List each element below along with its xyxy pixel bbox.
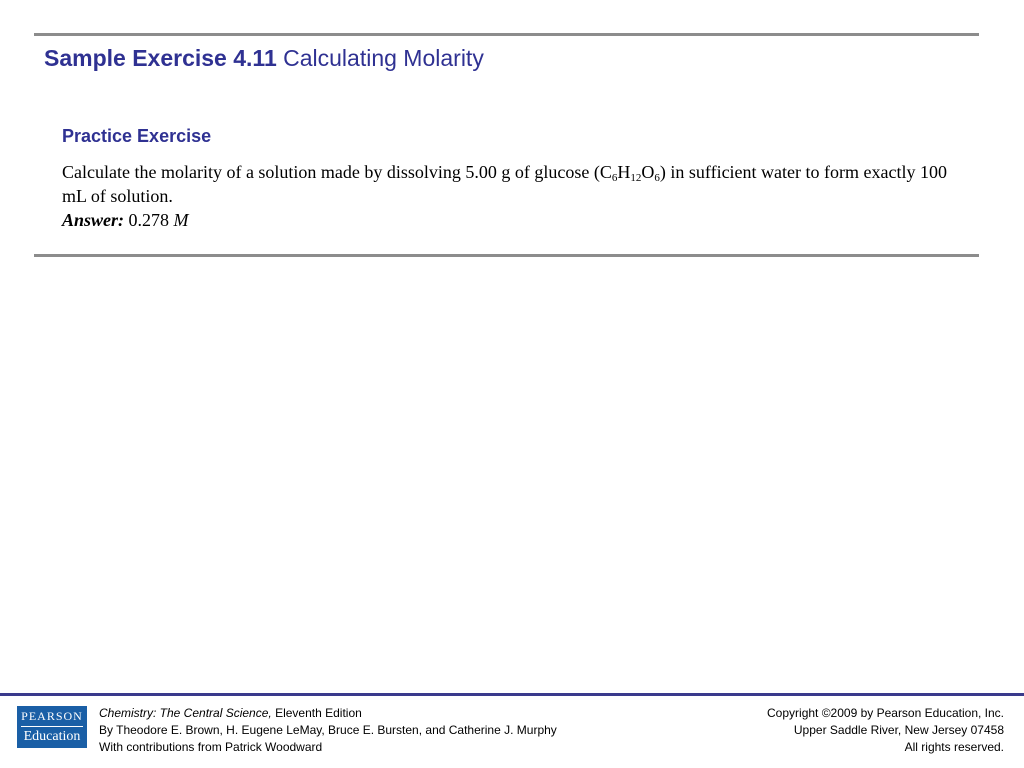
footer-contributions: With contributions from Patrick Woodward: [99, 740, 323, 754]
answer-value: 0.278: [128, 210, 170, 230]
logo-text-bottom: Education: [23, 729, 81, 744]
top-divider: [34, 33, 979, 36]
footer-book-title: Chemistry: The Central Science,: [99, 706, 272, 720]
footer-divider: [0, 693, 1024, 696]
answer-line: [62, 208, 189, 232]
slide-title-topic: Calculating Molarity: [283, 45, 484, 71]
footer-rights: All rights reserved.: [904, 740, 1004, 754]
footer-book-line: [99, 705, 557, 722]
answer-unit: M: [173, 210, 189, 230]
answer-label: Answer:: [62, 210, 125, 230]
formula-h: H: [617, 162, 631, 182]
formula-o: O: [641, 162, 655, 182]
formula-subscript-c: 6: [611, 172, 618, 184]
footer-citation: [99, 705, 557, 756]
section-heading: Practice Exercise: [62, 126, 212, 146]
footer-copyright-line: Copyright ©2009 by Pearson Education, Inc.: [767, 706, 1004, 720]
logo-text-top: PEARSON: [21, 709, 83, 723]
footer-address: Upper Saddle River, New Jersey 07458: [793, 723, 1004, 737]
problem-statement: [62, 160, 962, 208]
logo-divider: [21, 726, 83, 727]
slide-title: [44, 45, 484, 72]
formula-subscript-h: 12: [630, 172, 642, 184]
formula-subscript-o: 6: [654, 172, 660, 184]
bottom-divider: [34, 254, 979, 257]
slide-title-number: Sample Exercise 4.11: [44, 45, 277, 71]
footer-authors: By Theodore E. Brown, H. Eugene LeMay, Bruce E. Bursten, and Catherine J. Murphy: [99, 723, 557, 737]
pearson-logo: [17, 706, 87, 748]
footer-edition: Eleventh Edition: [275, 706, 362, 720]
problem-text-end: ) in sufficient water to form exactly 100 mL of solution.: [62, 162, 947, 206]
problem-text-start: Calculate the molarity of a solution made by dissolving 5.00 g of glucose (C: [62, 162, 612, 182]
footer-copyright: [767, 705, 1004, 756]
